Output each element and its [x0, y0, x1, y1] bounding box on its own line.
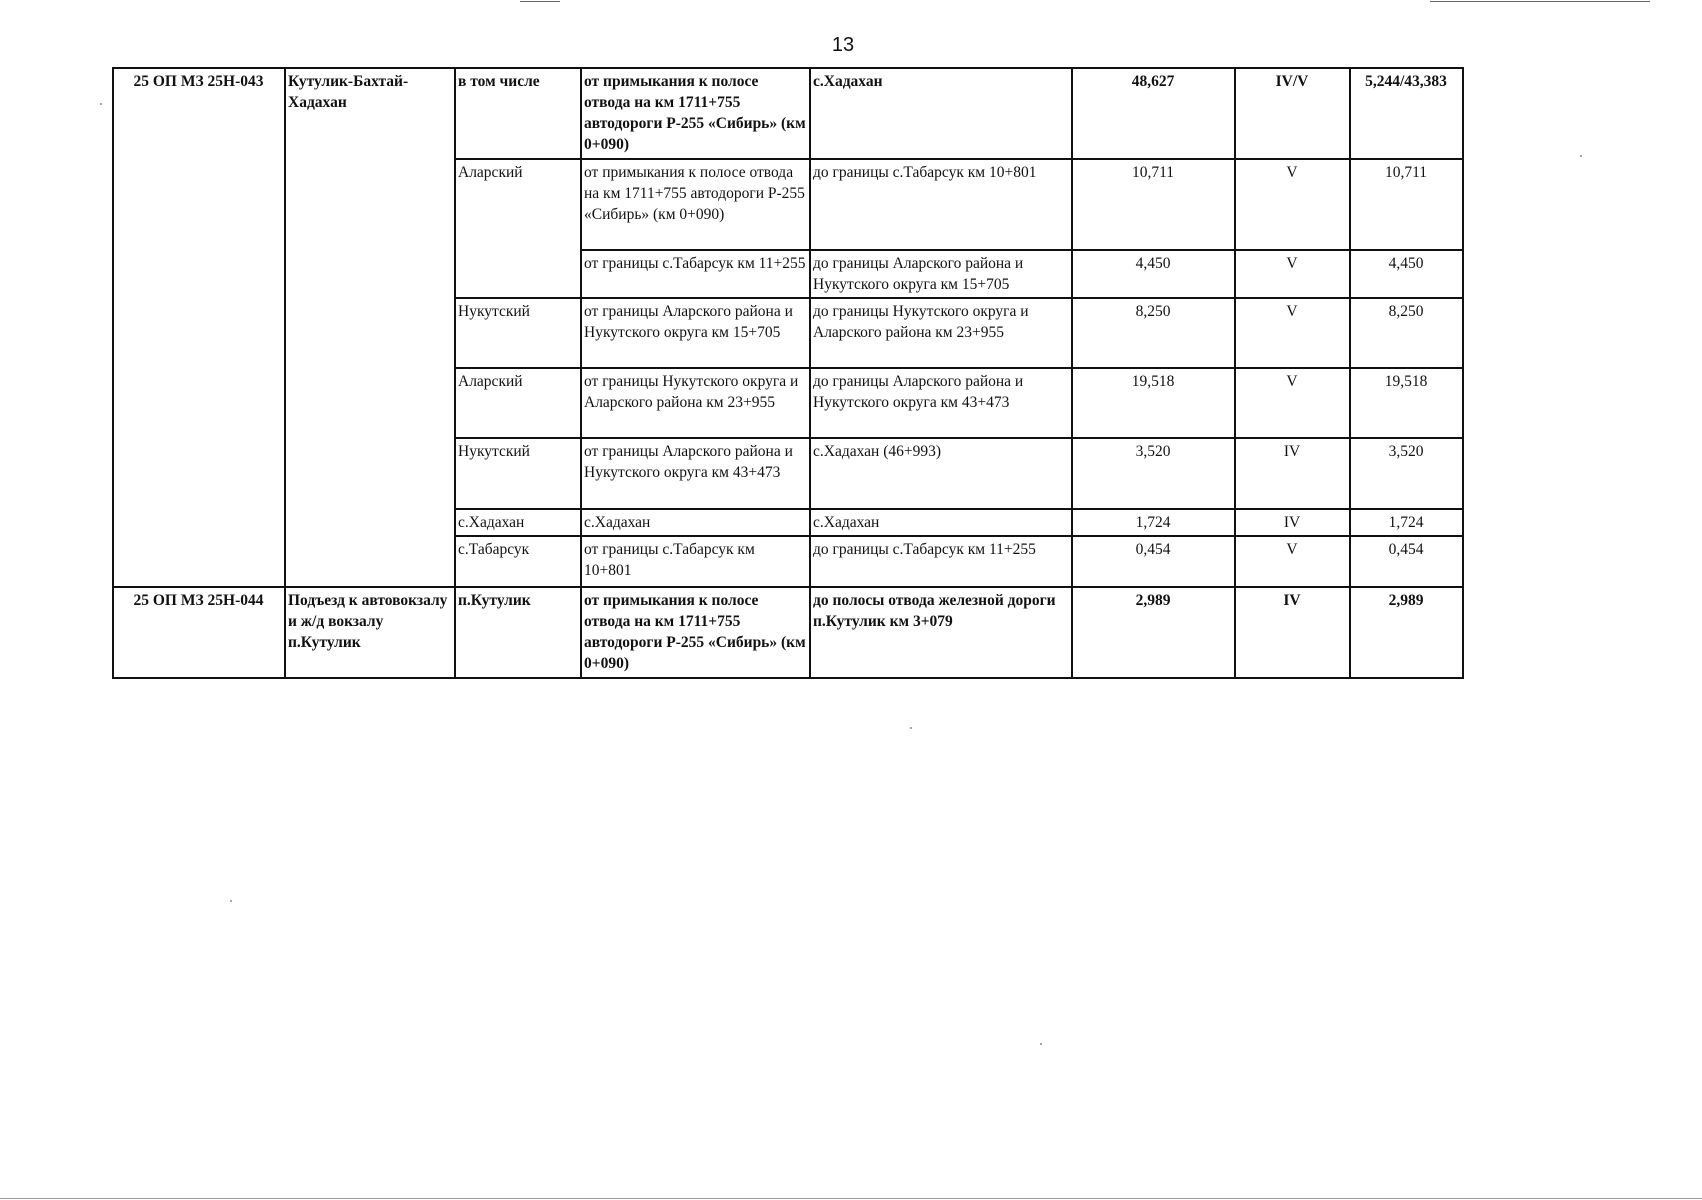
from-cell: от границы с.Табарсук км 11+255	[581, 250, 810, 298]
table-row	[113, 68, 1463, 159]
district-cell: Аларский	[455, 159, 581, 298]
road-name: Подъезд к автовокзалу и ж/д вокзалу п.Кутулик	[285, 587, 455, 678]
road-code: 25 ОП МЗ 25Н-043	[113, 68, 285, 587]
scan-artifact	[0, 1198, 1702, 1199]
category-cell: IV	[1235, 509, 1350, 536]
length-cell: 19,518	[1072, 368, 1235, 438]
from-cell: от границы Нукутского округа и Аларского района км 23+955	[581, 368, 810, 438]
district-cell: с.Табарсук	[455, 536, 581, 587]
length-cell: 0,454	[1072, 536, 1235, 587]
page-number: 13	[831, 34, 855, 56]
to-cell: до полосы отвода железной дороги п.Кутулик км 3+079	[810, 587, 1072, 678]
district-cell: в том числе	[455, 68, 581, 159]
scan-speck	[1580, 155, 1582, 157]
to-cell: до границы с.Табарсук км 10+801	[810, 159, 1072, 250]
to-cell: до границы с.Табарсук км 11+255	[810, 536, 1072, 587]
road-name: Кутулик-Бахтай-Хадахан	[285, 68, 455, 587]
district-cell: с.Хадахан	[455, 509, 581, 536]
total-cell: 4,450	[1350, 250, 1463, 298]
from-cell: с.Хадахан	[581, 509, 810, 536]
category-cell: V	[1235, 536, 1350, 587]
total-cell: 2,989	[1350, 587, 1463, 678]
length-cell: 2,989	[1072, 587, 1235, 678]
to-cell: до границы Аларского района и Нукутского округа км 43+473	[810, 368, 1072, 438]
total-cell: 5,244/43,383	[1350, 68, 1463, 159]
scan-speck	[910, 727, 912, 729]
category-cell: V	[1235, 368, 1350, 438]
length-cell: 10,711	[1072, 159, 1235, 250]
scan-artifact	[1430, 1, 1650, 2]
roads-table	[112, 67, 1464, 679]
category-cell: V	[1235, 298, 1350, 368]
scan-speck	[1040, 1043, 1042, 1045]
total-cell: 19,518	[1350, 368, 1463, 438]
length-cell: 48,627	[1072, 68, 1235, 159]
total-cell: 1,724	[1350, 509, 1463, 536]
to-cell: до границы Аларского района и Нукутского округа км 15+705	[810, 250, 1072, 298]
from-cell: от границы Аларского района и Нукутского округа км 15+705	[581, 298, 810, 368]
length-cell: 1,724	[1072, 509, 1235, 536]
to-cell: до границы Нукутского округа и Аларского района км 23+955	[810, 298, 1072, 368]
from-cell: от границы с.Табарсук км 10+801	[581, 536, 810, 587]
total-cell: 8,250	[1350, 298, 1463, 368]
district-cell: Аларский	[455, 368, 581, 438]
to-cell: с.Хадахан	[810, 509, 1072, 536]
road-code: 25 ОП МЗ 25Н-044	[113, 587, 285, 678]
total-cell: 0,454	[1350, 536, 1463, 587]
table-row	[113, 587, 1463, 678]
category-cell: IV/V	[1235, 68, 1350, 159]
district-cell: Нукутский	[455, 298, 581, 368]
total-cell: 10,711	[1350, 159, 1463, 250]
district-cell: Нукутский	[455, 438, 581, 509]
category-cell: V	[1235, 159, 1350, 250]
from-cell: от примыкания к полосе отвода на км 1711+755 автодороги Р-255 «Сибирь» (км 0+090)	[581, 159, 810, 250]
length-cell: 8,250	[1072, 298, 1235, 368]
length-cell: 4,450	[1072, 250, 1235, 298]
category-cell: V	[1235, 250, 1350, 298]
district-cell: п.Кутулик	[455, 587, 581, 678]
from-cell: от примыкания к полосе отвода на км 1711+755 автодороги Р-255 «Сибирь» (км 0+090)	[581, 68, 810, 159]
from-cell: от границы Аларского района и Нукутского округа км 43+473	[581, 438, 810, 509]
total-cell: 3,520	[1350, 438, 1463, 509]
from-cell: от примыкания к полосе отвода на км 1711+755 автодороги Р-255 «Сибирь» (км 0+090)	[581, 587, 810, 678]
to-cell: с.Хадахан (46+993)	[810, 438, 1072, 509]
category-cell: IV	[1235, 438, 1350, 509]
scan-speck	[230, 900, 232, 902]
scan-speck	[100, 103, 102, 105]
to-cell: с.Хадахан	[810, 68, 1072, 159]
length-cell: 3,520	[1072, 438, 1235, 509]
scan-artifact	[520, 1, 560, 2]
category-cell: IV	[1235, 587, 1350, 678]
